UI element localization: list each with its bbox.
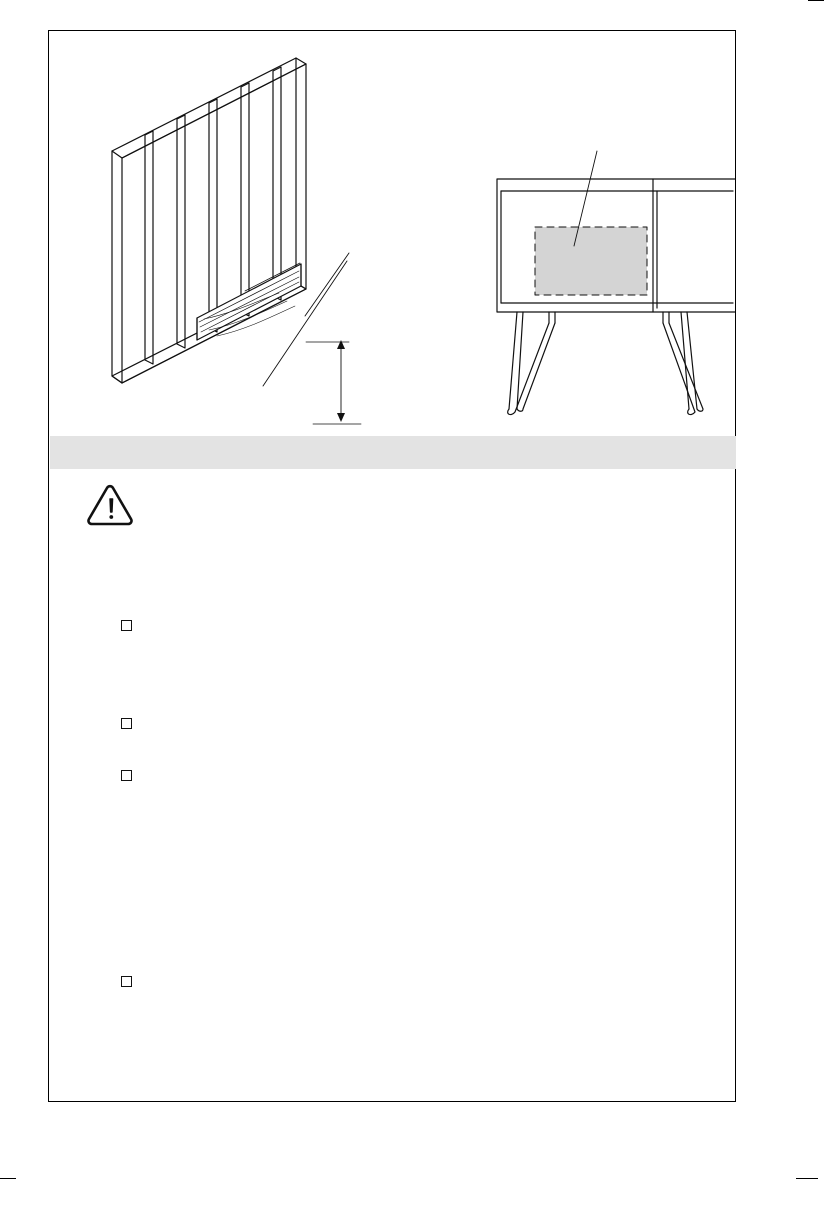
illustration-area bbox=[49, 31, 735, 436]
checkbox-1[interactable] bbox=[121, 620, 132, 631]
checkbox-3[interactable] bbox=[121, 770, 132, 781]
wall-frame-figure bbox=[112, 58, 361, 424]
crop-mark-top-right bbox=[808, 0, 824, 1]
crop-mark-right bbox=[796, 1178, 818, 1179]
section-heading-band bbox=[50, 436, 736, 469]
page-frame bbox=[48, 30, 736, 1102]
crop-mark-left bbox=[0, 1178, 16, 1179]
checkbox-4[interactable] bbox=[121, 976, 132, 987]
checkbox-2[interactable] bbox=[121, 718, 132, 729]
cabinet-rear-figure bbox=[497, 151, 735, 415]
warning-triangle-icon bbox=[85, 483, 139, 527]
